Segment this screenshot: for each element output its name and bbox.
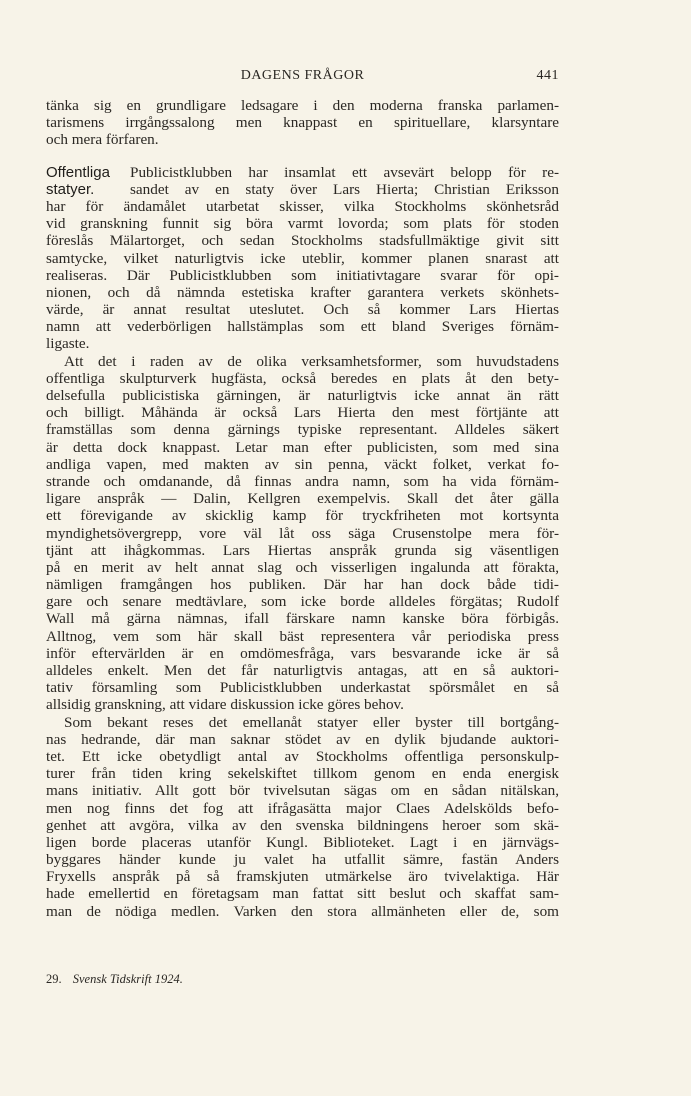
text-line: hade emellertid en företagsam man fattat sitt beslut och skaffat sam- <box>46 885 559 903</box>
text-line: på en merit av helt annat slag och visserligen ingalunda att förakta, <box>46 558 559 576</box>
text-line: tjänt att ihågkommas. Lars Hiertas anspråk grunda sig väsentligen <box>46 541 559 559</box>
paragraph-intro <box>46 97 559 149</box>
text-line: och mera förfaren. <box>46 131 159 149</box>
text-line: ligaste. <box>46 335 90 353</box>
text-line: turer från tiden kring sekelskiftet tillkom genom en enda energisk <box>46 765 559 783</box>
paragraph-statue <box>46 198 559 353</box>
text-line: är detta dock knappast. Letar man efter publicisten, som med sina <box>46 438 559 456</box>
text-line: inför eftervärlden är en omdömesfråga, vars besvarande icke är så <box>46 644 559 662</box>
text-line: ligen borde placeras utanför Kungl. Biblioteket. Lagt i en järnvägs- <box>46 833 559 851</box>
section-offentliga-statyer <box>46 164 559 198</box>
text-line: Som bekant reses det emellanåt statyer eller byster till bortgång- <box>64 713 559 731</box>
text-line: Att det i raden av de olika verksamhetsformer, som huvudstadens <box>64 352 559 370</box>
running-head <box>46 68 559 88</box>
text-line: värde, är annat resultat uteslutet. Och så kommer Lars Hiertas <box>46 301 559 319</box>
text-line: men nog finns det fog att ifrågasätta major Claes Adelskölds befo- <box>46 799 559 817</box>
text-line: nas hedrande, där man saknar stödet av en dylik bjudande auktori- <box>46 730 559 748</box>
margin-heading-line: statyer. <box>46 180 95 198</box>
text-line: mans initiativ. Allt gott bör tvivelsutan sägas om en sådan nitälskan, <box>46 782 559 800</box>
margin-heading <box>46 164 130 198</box>
text-line: realiseras. Där Publicistklubben som initiativtagare svarar för opi- <box>46 266 559 284</box>
body-text <box>46 97 559 920</box>
text-line: myndighetsövergrepp, vore väl låt oss säga Crusenstolpe mera för- <box>46 524 559 542</box>
paragraph-publicist <box>46 353 559 714</box>
text-line: Publicistklubben har insamlat ett avsevärt belopp för re- <box>130 163 559 181</box>
text-line: och billigt. Måhända är också Lars Hierta den mest förtjänte att <box>46 404 559 422</box>
text-line: samtycke, vilket naturligtvis icke uteblir, kommer planen snarast att <box>46 249 559 267</box>
text-line: tet. Ett icke obetydligt antal av Stockholms offentliga personskulp- <box>46 747 559 765</box>
text-line: föreslås Mälartorget, och sedan Stockholms stadsfullmäktige givit sitt <box>46 232 559 250</box>
text-line: framställas som denna gärnings typiske representant. Alldeles säkert <box>46 421 559 439</box>
text-line: tativ församling som Publicistklubben underkastat spörsmålet en så <box>46 679 559 697</box>
text-line: Fryxells anspråk på så framskjuten utmärkelse äro tvivelaktiga. Här <box>46 868 559 886</box>
page-number: 441 <box>536 68 559 83</box>
running-title: DAGENS FRÅGOR <box>240 68 365 83</box>
text-line: Alltnog, vem som här skall bäst representera vår periodiska press <box>46 627 559 645</box>
text-line: sandet av en staty över Lars Hierta; Christian Eriksson <box>130 180 559 198</box>
text-line: har för ändamålet utarbetat skisser, vilka Stockholms skönhetsråd <box>46 197 559 215</box>
footer <box>46 972 183 987</box>
paragraph-statyer <box>46 714 559 920</box>
text-line: nionen, och då nämnda estetiska krafter garantera verkets skönhets- <box>46 283 559 301</box>
text-line: gare och senare medtävlare, som icke borde alldeles förgätas; Rudolf <box>46 593 559 611</box>
text-line: delsefulla publicistiska gärningen, är naturligtvis icke annat än rätt <box>46 387 559 404</box>
text-line: byggares händer kunde ju valet ha utfallit sämre, fastän Anders <box>46 851 559 869</box>
journal-name: Svensk Tidskrift 1924. <box>72 972 183 986</box>
text-line: offentliga skulpturverk hugfästa, också beredes en plats åt den bety- <box>46 369 559 387</box>
text-line: namn att vederbörligen hallstämplas som ett bland Sveriges förnäm- <box>46 318 559 336</box>
text-line: alldeles enkelt. Men det får naturligtvis antagas, att en så auktori- <box>46 662 559 679</box>
text-line: strande och omdanande, då finnas andra namn, som ha vida förnäm- <box>46 472 559 490</box>
text-line: ligare anspråk — Dalin, Kellgren exempelvis. Skall det åter gälla <box>46 490 559 508</box>
text-line: vid granskning funnit sig böra varmt lovorda; som plats för stoden <box>46 215 559 233</box>
text-line: Wall må gärna nämnas, ifall färskare namn kanske böra förbigås. <box>46 610 559 628</box>
margin-heading-line: Offentliga <box>46 163 110 181</box>
text-line: nämligen framgången hos publiken. Där har han dock både tidi- <box>46 576 559 594</box>
signature-mark: 29. <box>46 972 62 986</box>
text-line: genhet att avgöra, vilka av den svenska bildningens heroer som skä- <box>46 816 559 834</box>
text-line: allsidig granskning, att vidare diskussion icke göres behov. <box>46 696 404 714</box>
text-line: man de nödiga medlen. Varken den stora allmänheten eller de, som <box>46 902 559 920</box>
text-line: andliga vapen, med makten av sin penna, väckt folket, verkat fo- <box>46 455 559 473</box>
text-line: ett förevigande av skicklig kamp för tryckfriheten mot kortsynta <box>46 507 559 525</box>
text-line: tänka sig en grundligare ledsagare i den moderna franska parlamen- <box>46 97 559 114</box>
text-line: tarismens irrgångssalong men knappast en spirituellare, klarsyntare <box>46 114 559 132</box>
